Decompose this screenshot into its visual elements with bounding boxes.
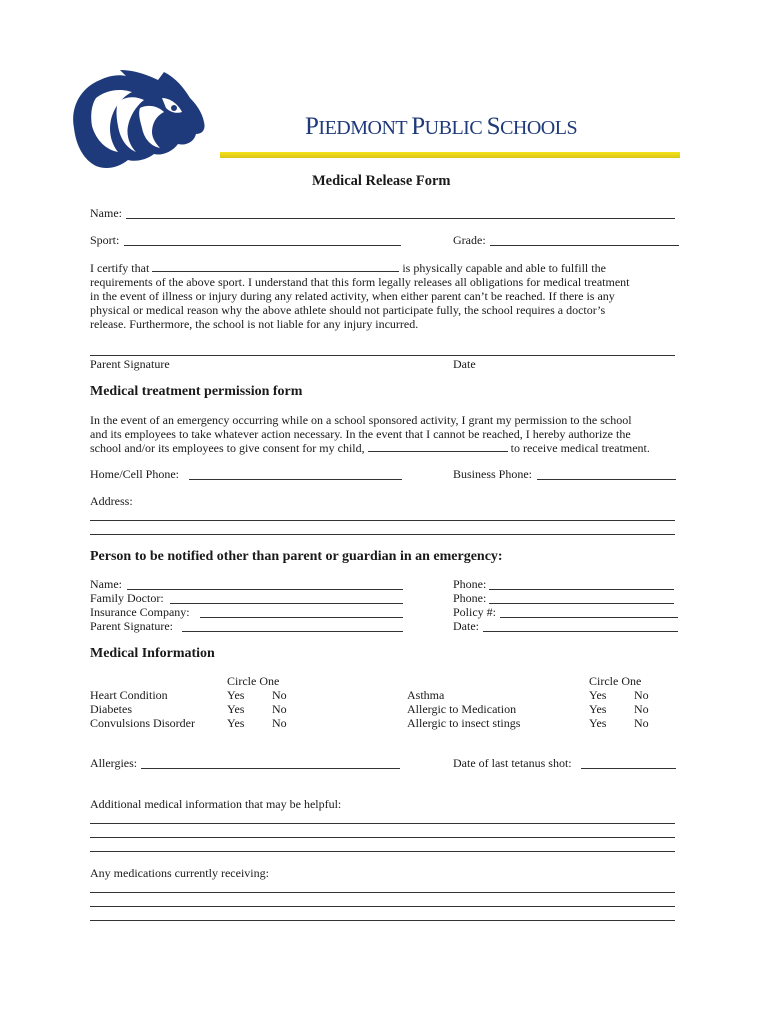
child-name-field[interactable] (368, 441, 508, 452)
medications-line-1[interactable] (90, 892, 675, 893)
circle-one-label-left: Circle One (227, 674, 280, 688)
address-label: Address: (90, 494, 133, 508)
grade-label: Grade: (453, 233, 486, 247)
parent-signature-label: Parent Signature (90, 357, 170, 371)
doctor-phone-label: Phone: (453, 591, 487, 605)
additional-info-line-1[interactable] (90, 823, 675, 824)
allergic-medication-no[interactable]: No (634, 702, 649, 716)
condition-allergic-insect: Allergic to insect stings (407, 716, 521, 730)
sport-label: Sport: (90, 233, 120, 247)
tetanus-label: Date of last tetanus shot: (453, 756, 572, 770)
school-name: PIEDMONT PUBLIC SCHOOLS (305, 113, 578, 140)
convulsions-yes[interactable]: Yes (227, 716, 245, 730)
sport-field[interactable] (124, 245, 401, 246)
additional-info-label: Additional medical information that may be helpful: (90, 797, 342, 811)
doctor-phone-field[interactable] (489, 603, 674, 604)
asthma-yes[interactable]: Yes (589, 688, 607, 702)
certify-line-1: I certify that is physically capable and able to fulfill the (90, 261, 606, 275)
condition-heart: Heart Condition (90, 688, 168, 702)
form-title: Medical Release Form (312, 173, 451, 189)
condition-convulsions: Convulsions Disorder (90, 716, 195, 730)
panther-logo (66, 68, 208, 172)
emergency-name-label: Name: (90, 577, 122, 591)
condition-asthma: Asthma (407, 688, 445, 702)
header-divider (220, 152, 680, 158)
emergency-date-field[interactable] (483, 631, 678, 632)
emergency-phone-label: Phone: (453, 577, 487, 591)
asthma-no[interactable]: No (634, 688, 649, 702)
heart-yes[interactable]: Yes (227, 688, 245, 702)
home-phone-label: Home/Cell Phone: (90, 467, 179, 481)
address-field-line-1[interactable] (90, 520, 675, 521)
insurance-company-field[interactable] (200, 617, 403, 618)
additional-info-line-3[interactable] (90, 851, 675, 852)
permission-line-1: In the event of an emergency occurring while on a school sponsored activity, I grant my permission to the school (90, 413, 632, 427)
policy-number-field[interactable] (500, 617, 678, 618)
emergency-parent-signature-field[interactable] (182, 631, 403, 632)
medications-label: Any medications currently receiving: (90, 866, 269, 880)
family-doctor-field[interactable] (170, 603, 403, 604)
tetanus-field[interactable] (581, 768, 676, 769)
insurance-company-label: Insurance Company: (90, 605, 190, 619)
allergic-insect-yes[interactable]: Yes (589, 716, 607, 730)
allergies-field[interactable] (141, 768, 400, 769)
business-phone-field[interactable] (537, 479, 676, 480)
emergency-phone-field[interactable] (489, 589, 674, 590)
address-field-line-2[interactable] (90, 534, 675, 535)
additional-info-line-2[interactable] (90, 837, 675, 838)
name-field[interactable] (126, 218, 675, 219)
diabetes-no[interactable]: No (272, 702, 287, 716)
permission-line-2: and its employees to take whatever action necessary. In the event that I cannot be reached, I hereby authorize the (90, 427, 631, 441)
heart-no[interactable]: No (272, 688, 287, 702)
policy-number-label: Policy #: (453, 605, 497, 619)
family-doctor-label: Family Doctor: (90, 591, 164, 605)
athlete-name-field[interactable] (152, 261, 399, 272)
business-phone-label: Business Phone: (453, 467, 533, 481)
circle-one-label-right: Circle One (589, 674, 642, 688)
certify-line-5: release. Furthermore, the school is not liable for any injury incurred. (90, 317, 419, 331)
diabetes-yes[interactable]: Yes (227, 702, 245, 716)
emergency-heading: Person to be notified other than parent or guardian in an emergency: (90, 549, 503, 564)
permission-heading: Medical treatment permission form (90, 384, 303, 399)
medications-line-3[interactable] (90, 920, 675, 921)
condition-diabetes: Diabetes (90, 702, 132, 716)
allergies-label: Allergies: (90, 756, 138, 770)
allergic-insect-no[interactable]: No (634, 716, 649, 730)
medications-line-2[interactable] (90, 906, 675, 907)
allergic-medication-yes[interactable]: Yes (589, 702, 607, 716)
permission-line-3: school and/or its employees to give consent for my child, to receive medical treatment. (90, 441, 650, 455)
grade-field[interactable] (490, 245, 679, 246)
medical-heading: Medical Information (90, 646, 215, 661)
certify-line-3: in the event of illness or injury during any related activity, when either parent can’t be reached. If there is any (90, 289, 615, 303)
home-phone-field[interactable] (189, 479, 402, 480)
emergency-date-label: Date: (453, 619, 479, 633)
certify-line-4: physical or medical reason why the above athlete should not participate fully, the school requires a doctor’s (90, 303, 606, 317)
convulsions-no[interactable]: No (272, 716, 287, 730)
parent-signature-field[interactable] (90, 355, 675, 356)
certify-line-2: requirements of the above sport. I understand that this form legally releases all obligations for medical treatment (90, 275, 630, 289)
condition-allergic-medication: Allergic to Medication (407, 702, 517, 716)
emergency-parent-signature-label: Parent Signature: (90, 619, 173, 633)
name-label: Name: (90, 206, 122, 220)
date-label: Date (453, 357, 476, 371)
emergency-name-field[interactable] (127, 589, 403, 590)
